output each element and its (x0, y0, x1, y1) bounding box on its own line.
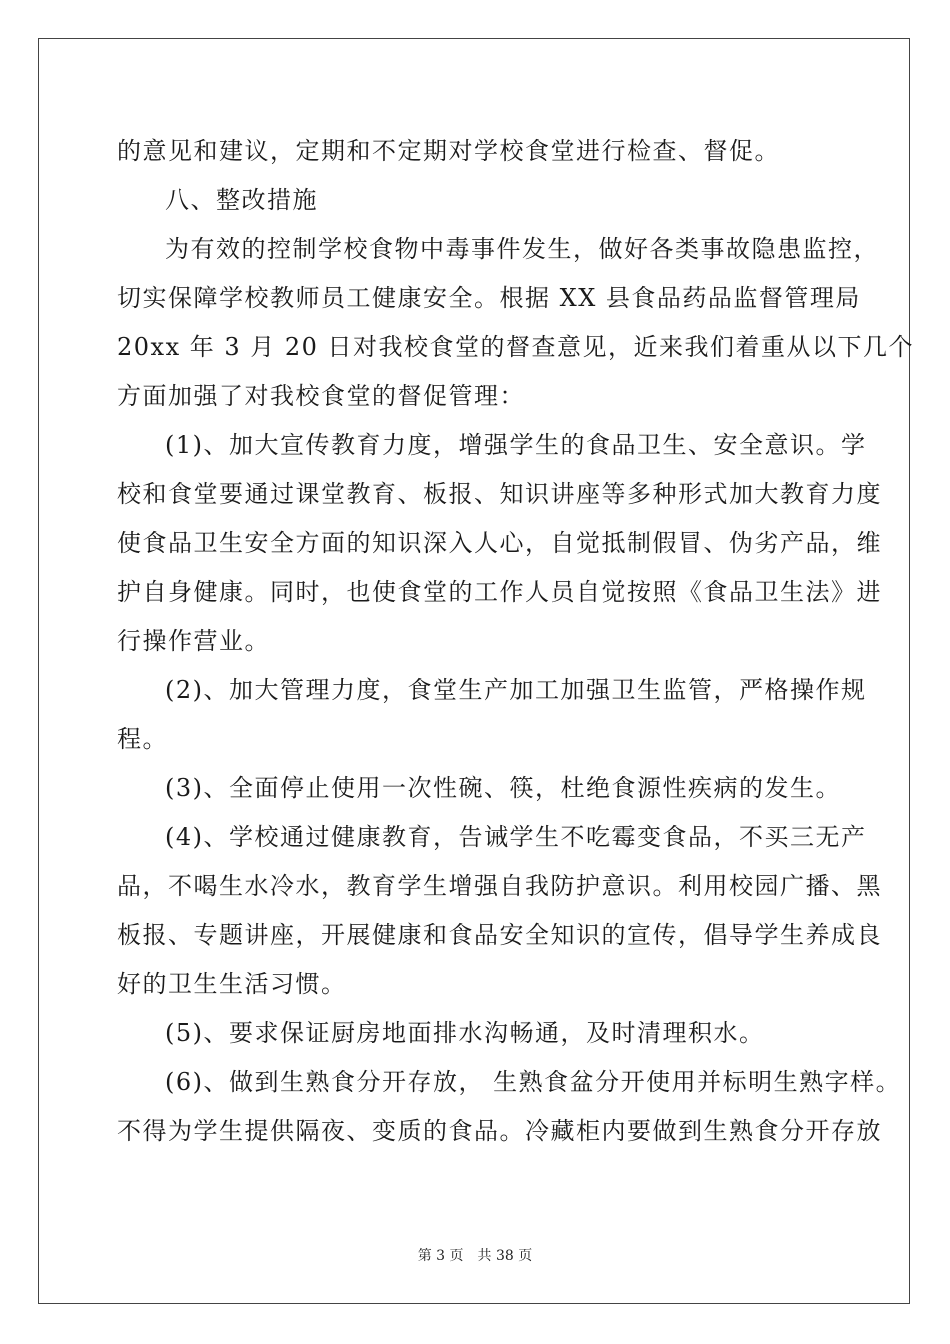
text-line: 方面加强了对我校食堂的督促管理： (117, 382, 525, 410)
text-line: 护自身健康。同时，也使食堂的工作人员自觉按照《食品卫生法》进 (117, 578, 882, 606)
list-item-5: (5)、要求保证厨房地面排水沟畅通，及时清理积水。 (165, 1019, 765, 1047)
text-line: 行操作营业。 (117, 627, 270, 655)
text-line: 品，不喝生水冷水，教育学生增强自我防护意识。利用校园广播、黑 (117, 872, 882, 900)
page-number: 第 3 页 共 38 页 (417, 1248, 533, 1264)
text-line: 好的卫生生活习惯。 (117, 970, 347, 998)
text-line: 板报、专题讲座，开展健康和食品安全知识的宣传，倡导学生养成良 (117, 921, 882, 949)
text-line: 的意见和建议，定期和不定期对学校食堂进行检查、督促。 (117, 137, 780, 165)
list-item-2: (2)、加大管理力度，食堂生产加工加强卫生监管，严格操作规 (165, 676, 867, 704)
list-item-4: (4)、学校通过健康教育，告诫学生不吃霉变食品，不买三无产 (165, 823, 867, 851)
text-line: 20xx 年 3 月 20 日对我校食堂的督查意见，近来我们着重从以下几个 (117, 333, 915, 361)
list-item-6: (6)、做到生熟食分开存放， 生熟食盆分开使用并标明生熟字样。 (165, 1068, 902, 1096)
text-line: 校和食堂要通过课堂教育、板报、知识讲座等多种形式加大教育力度 (117, 480, 882, 508)
text-line: 使食品卫生安全方面的知识深入人心，自觉抵制假冒、伪劣产品，维 (117, 529, 882, 557)
document-body (117, 127, 915, 1156)
list-item-3: (3)、全面停止使用一次性碗、筷，杜绝食源性疾病的发生。 (165, 774, 841, 802)
text-line: 为有效的控制学校食物中毒事件发生，做好各类事故隐患监控， (165, 235, 879, 263)
section-heading: 八、整改措施 (165, 186, 318, 214)
list-item-1: (1)、加大宣传教育力度，增强学生的食品卫生、安全意识。学 (165, 431, 867, 459)
text-line: 程。 (117, 725, 168, 753)
text-line: 不得为学生提供隔夜、变质的食品。冷藏柜内要做到生熟食分开存放 (117, 1117, 882, 1145)
text-line: 切实保障学校教师员工健康安全。根据 XX 县食品药品监督管理局 (117, 284, 861, 312)
